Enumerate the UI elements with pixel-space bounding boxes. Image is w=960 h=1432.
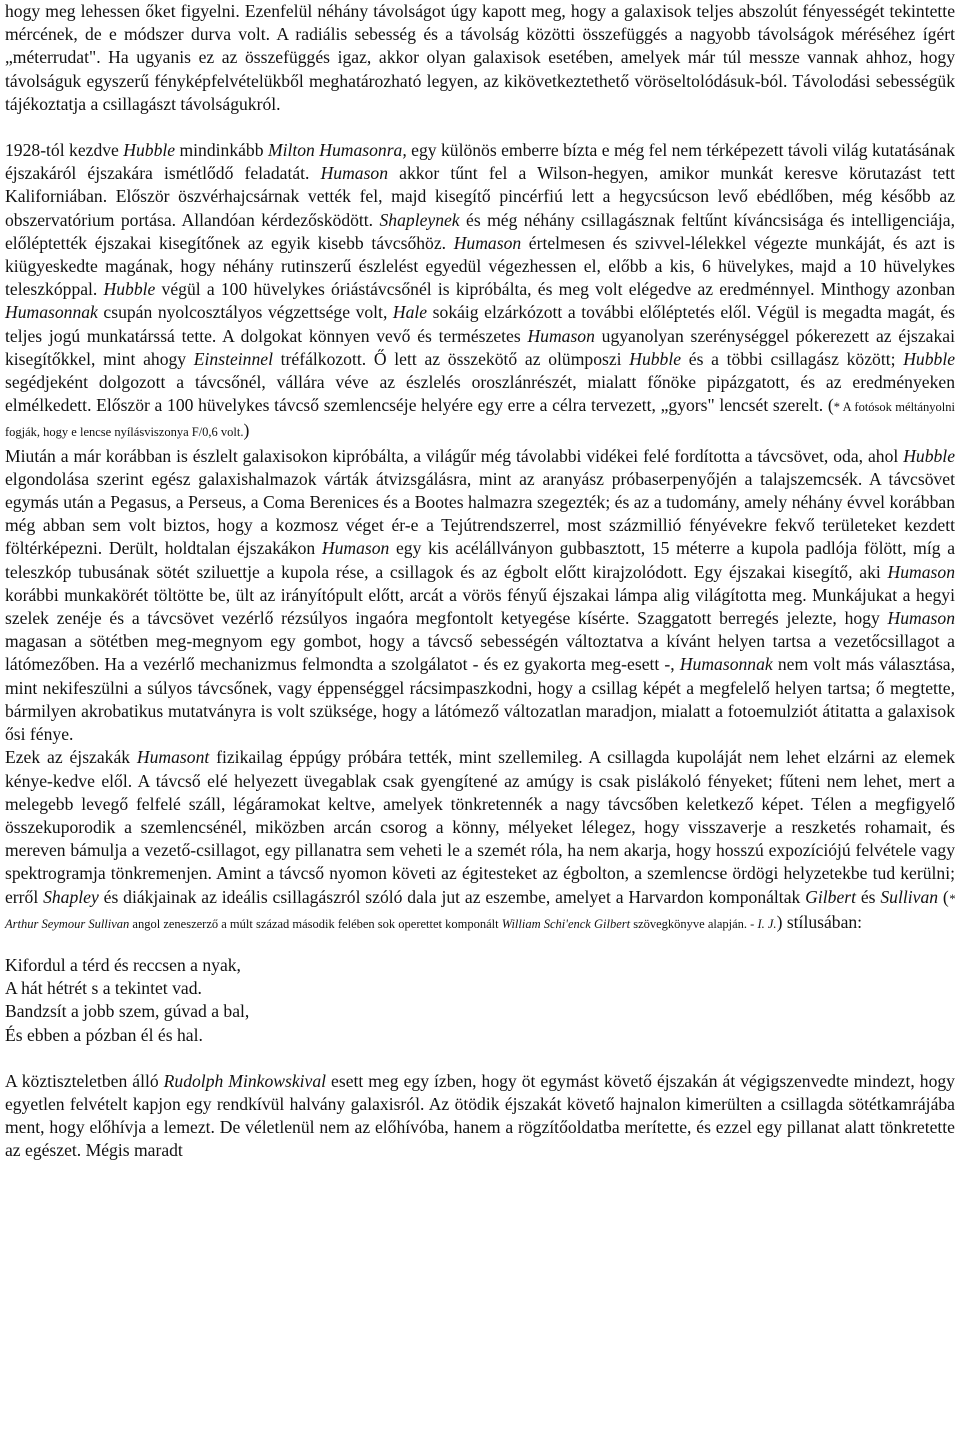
name-hubble: Hubble	[123, 140, 176, 161]
text-run: tréfálkozott. Ő lett az összekötő az olümposzi	[272, 348, 630, 369]
paragraph-minkowski	[5, 1070, 955, 1163]
paragraph-observations	[5, 445, 955, 747]
name-humason: Humasont	[136, 747, 210, 768]
name-hubble: Hubble	[629, 348, 682, 369]
footnote-text: szövegkönyve alapján. -	[630, 916, 758, 931]
text-run: mindinkább	[175, 140, 268, 161]
text-run: ) stílusában:	[776, 911, 863, 932]
name-humason: Humason	[887, 561, 955, 582]
name-hubble: Hubble	[903, 348, 956, 369]
name-humason: Humasonnak	[5, 302, 98, 323]
name-humason: Humason	[321, 538, 390, 559]
text-run: és a többi csillagász között;	[681, 348, 904, 369]
paragraph-humason-career	[5, 139, 955, 445]
text-run: elgondolása szerint egész galaxishalmazok várták átvizsgálásra, mint az aranyász próbaserpenyőjén a talajszemcsék. A távcsövet egymás után a Pegasus, a Perseus, a Coma Berenices és a Bootes halmazra szegezték; és az a tudomány, amely néhány évvel korábban még abban sem volt biztos, hogy a kozmosz véget ér-e a Tejútrendszerrel, most százmillió fényévekre fekvő területeket kezdett föltérképezni. Derült, holdtalan éjszakákon	[5, 468, 955, 559]
text-run: Ezek az éjszakák	[5, 747, 137, 768]
text-run: sokáig elzárkózott a további előléptetés elől. Végül is megadta magát, és teljes jogú munkatárssá tette. A dolgokat könnyen vevő és természetes	[5, 302, 955, 346]
name-hale: Hale	[392, 302, 428, 323]
name-gilbert: Gilbert	[805, 886, 856, 907]
intro-paragraph	[5, 0, 955, 116]
text-run: értelmesen és szivvel-lélekkel végezte munkáját, és azt is kiügyeskedte magának, hogy néhány rutinszerű észlelést egyedül végezhessen el, előbb a kis, 6 hüvelykes, majd a 10 hüvelykes teleszkóppal.	[5, 232, 956, 300]
paragraph-nights	[5, 746, 955, 936]
text-run: esett meg egy ízben, hogy öt egymást követő éjszakán át végigszenvedte mindezt, hogy egyetlen felvételt kapjon egy rendkívül halvány galaxisról. Az ötödik éjszakát követő hajnalon kimerülten a csillagda sötétkamrájába ment, hogy előhívja a lemezt. De véletlenül nem az előhívóba, hanem a rögzítőoldatba merítette, és ezzel egy pillanat alatt tönkretette az egészet. Mégis maradt	[5, 1070, 955, 1161]
name-milton-humason: Milton Humasonra,	[267, 140, 407, 161]
name-humason: Humason	[320, 163, 389, 184]
poem-verse	[5, 954, 955, 1047]
footnote-sullivan: * Arthur Seymour Sullivan	[5, 891, 956, 931]
name-hubble: Hubble	[103, 279, 156, 300]
text-run: egy különös emberre bízta e még fel nem térképezett távoli világ kutatásának éjszakáról éjszakára ismétlődő feladatát.	[5, 140, 955, 184]
paragraph-gap	[5, 936, 955, 954]
text-run: végül a 100 hüvelykes óriástávcsőnél is kipróbálta, és meg volt elégedve az eredménnyel. Minthogy azonban	[155, 279, 955, 300]
text-run: fizikailag éppúgy próbára tették, mint szellemileg. A csillagda kupoláját nem lehet elzárni az elemek kénye-kedve elől. A távcső elé helyezett üvegablak csak gyengítené az amúgy is csak pislákoló fényeket; fűteni nem lehet, mert a melegebb levegő felfelé száll, légáramokat keltve, amelyek tönkretennék a nagy távcsőben keletkező képet. Télen a megfigyelő összekuporodik a szemlencsénél, miközben arcán csorog a könny, mélyeket lélegez, hogy visszaverje a reszketés rohamait, és mereven bámulja a vezető-csillagot, egy pillanatra sem veheti le a szemét róla, ha nem akarja, hogy hosszú expozíciójú felvétele vagy spektrogramja tönkremenjen. Amint a távcső nyomon követi az égitesteket az égbolton, a szemlencse ördögi helyzetekbe tud kerülni; erről	[5, 747, 955, 907]
paragraph-gap	[5, 1047, 955, 1070]
text-run: akkor tűnt fel a Wilson-hegyen, amikor munkát keresve körutazást tett Kaliforniában. Először öszvérhajcsárnak vették fel, majd kisegítő pincérfiú lett a hegycsúcson levő ebédlőben, még később az obszervatórium portása. Allandóan kérdezősködött.	[5, 163, 955, 230]
poem-line: Bandzsít a jobb szem, gúvad a bal,	[5, 1001, 250, 1022]
footnote-text: angol zeneszerző a múlt század második felében sok operettet komponált	[129, 916, 502, 931]
text-run: magasan a sötétben meg-megnyom egy gombot, hogy a távcső sebességén változtatva a kívánt helyen tartsa a vezetőcsillagot a látómezőben. Ha a vezérlő mechanizmus felmondta a szolgálatot - és ez gyakorta meg-esett -,	[5, 631, 955, 675]
text-run: (	[938, 886, 949, 907]
name-shapley: Shapleynek	[379, 209, 460, 230]
paragraph-gap	[5, 116, 955, 139]
text-run: és még néhány csillagásznak feltűnt kíváncsisága és intelligenciája, előléptették éjszakai kisegítőnek az egyik kisebb távcsőhöz.	[5, 209, 955, 253]
text-run: és diákjainak az ideális csillagászról szóló dala jut az eszembe, amelyet a Harvardon komponáltak	[98, 886, 806, 907]
text-run: ugyanolyan szerénységgel pókerezett az éjszakai kisegítőkkel, mint ahogy	[5, 325, 955, 369]
name-minkowski: Rudolph Minkowskival	[163, 1070, 327, 1091]
text-run: segédjeként dolgozott a távcsőnél, vállára véve az észlelés oroszlánrészét, mialatt főnöke pipázgatott, és az eredményeken elmélkedett. Először a 100 hüvelykes távcső szemlencséje helyére egy erre a célra tervezett, „gyors" lencsét szerelt. (	[5, 372, 955, 416]
text-run: csupán nyolcosztályos végzettsége volt,	[97, 302, 393, 323]
poem-line: Kifordul a térd és reccsen a nyak,	[5, 954, 241, 975]
text-run: 1928-tól kezdve	[5, 140, 124, 161]
name-sullivan: Sullivan	[880, 886, 939, 907]
text-run: A köztiszteletben álló	[5, 1070, 164, 1091]
name-humason: Humason	[887, 608, 955, 629]
footnote-initials: I. J.	[757, 916, 777, 931]
poem-line: A hát hétrét s a tekintet vad.	[5, 978, 202, 999]
text-run: és	[856, 886, 881, 907]
name-hubble: Hubble	[903, 445, 955, 466]
name-einstein: Einsteinnel	[193, 348, 273, 369]
text-run: nem volt más választása, mint nekifeszülni a súlyos távcsőnek, vagy éppenséggel rácsimpaszkodni, hogy a csillag képét a megfelelő helyen tartsa; ő megtette, bármilyen akrobatikus mutatványra is volt szüksége, hogy a látómező változatlan maradjon, mialatt a fotoemulziót átitatta a galaxisok ősi fénye.	[5, 654, 955, 745]
intro-text: hogy meg lehessen őket figyelni. Ezenfelül néhány távolságot úgy kapott meg, hogy a galaxisok teljes abszolút fényességét tekintette mércének, de e módszer durva volt. A radiális sebesség és a távolság közötti összefüggés a nagyobb távolságok méréséhez ígért „méterrudat". Ha ugyanis ez az összefüggés igaz, akkor olyan galaxisok esetében, amelyek már túl messze vannak ahhoz, hogy távolságuk egyszerű fényképfelvételükből meghatározható legyen, az kikövetkeztethető vöröseltolódásuk-ból. Távolodási sebességük tájékoztatja a csillagászt távolságukról.	[5, 1, 955, 114]
footnote-gilbert: William Schi'enck Gilbert	[501, 916, 631, 931]
name-humason: Humasonnak	[679, 654, 773, 675]
name-shapley: Shapley	[43, 886, 99, 907]
poem-line: És ebben a pózban él és hal.	[5, 1024, 203, 1045]
footnote-lens: * A fotósok méltányolni fogják, hogy e lencse nyílásviszonya F/0,6 volt.	[5, 400, 956, 440]
text-run: Miután a már korábban is észlelt galaxisokon kipróbálta, a világűr még távolabbi vidékei felé fordította a távcsövet, oda, ahol	[5, 445, 904, 466]
text-run: egy kis acélállványon gubbasztott, 15 méterre a kupola padlója fölött, míg a teleszkóp tubusának sötét sziluettje a kupola rése, a csillagok és az égbolt előtt kirajzolódott. Egy éjszakai kisegítő, aki	[5, 538, 956, 582]
name-humason: Humason	[453, 232, 522, 253]
name-humason: Humason	[527, 325, 595, 346]
text-run: korábbi munkakörét töltötte be, ült az irányítópult előtt, arcát a vörös fényű éjszakai lámpa alig világította meg. Munkájukat a hegyi szelek zenéje és a távcsövet vezérlő rézsúlyos ingaóra megfontolt ketyegése kísérte. Szaggatott berregés jelezte, hogy	[5, 584, 955, 629]
text-run: )	[243, 420, 250, 441]
